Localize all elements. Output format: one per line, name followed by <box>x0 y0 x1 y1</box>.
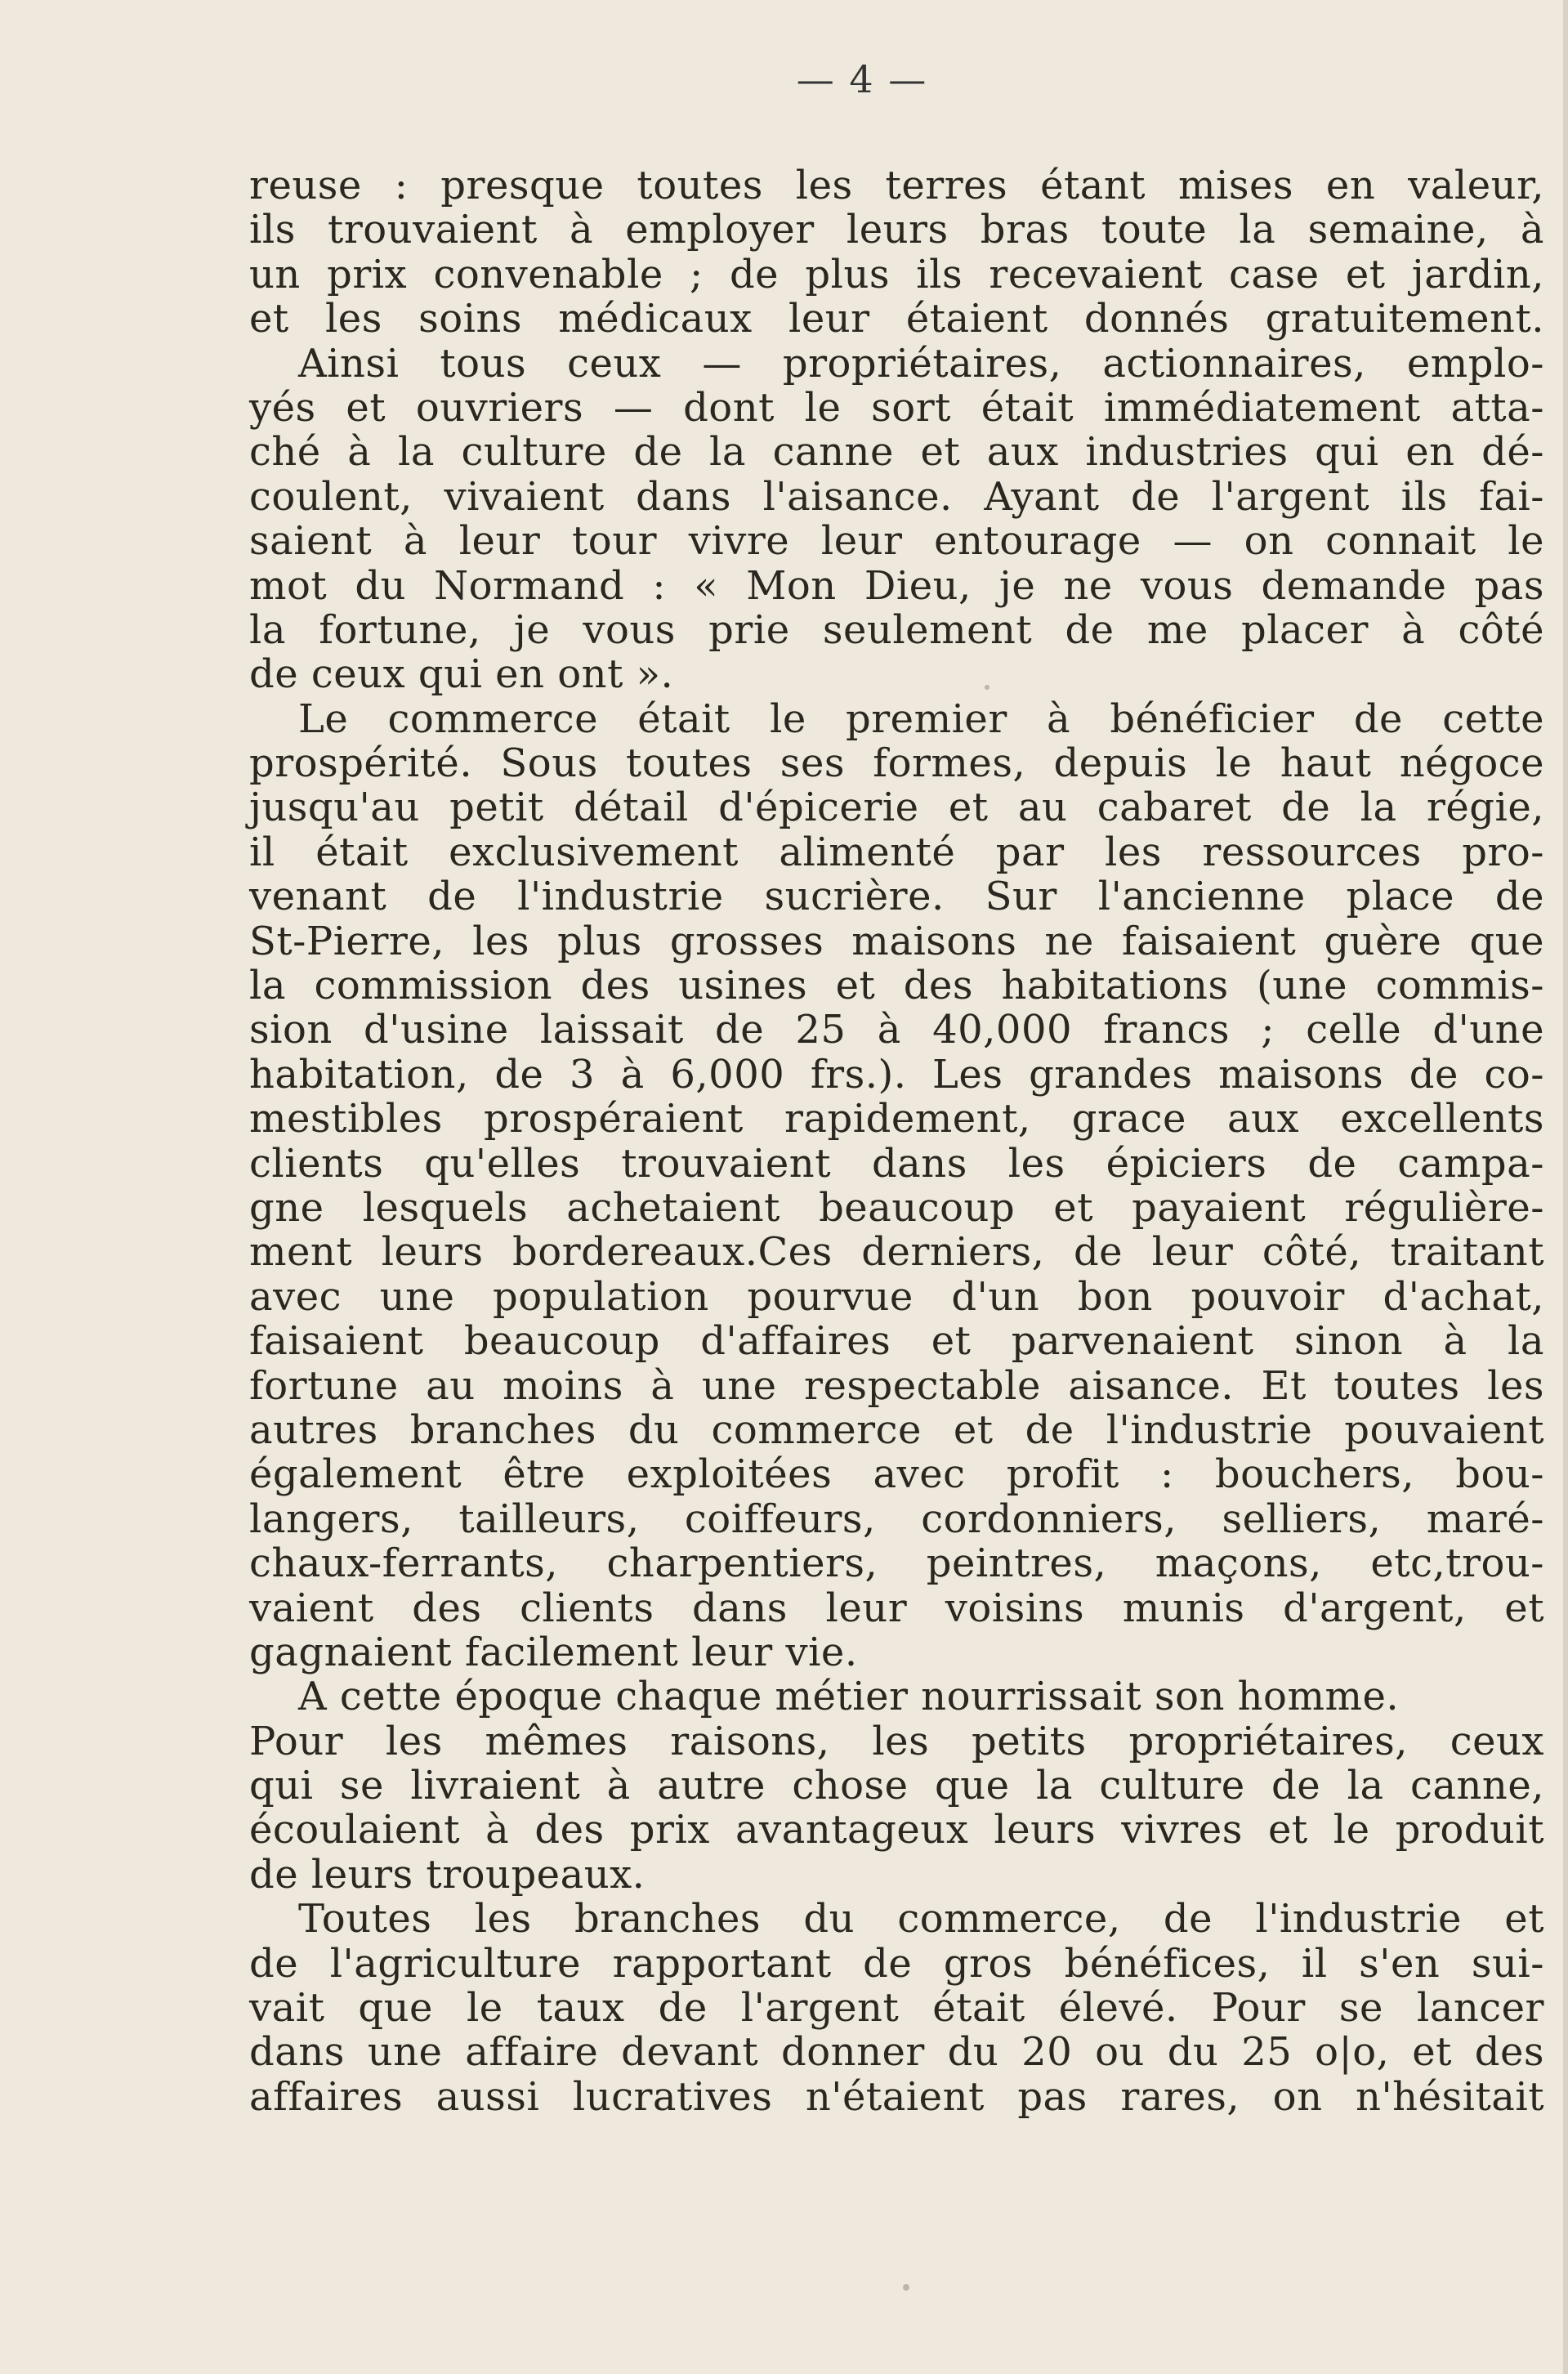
text-line: Toutes les branches du commerce, de l'industrie et <box>298 1896 1544 1943</box>
text-line: également être exploitées avec profit : bouchers, bou- <box>249 1451 1544 1498</box>
text-line: faisaient beaucoup d'affaires et parvenaient sinon à la <box>249 1318 1544 1365</box>
text-line: avec une population pourvue d'un bon pouvoir d'achat, <box>249 1273 1544 1320</box>
text-line: il était exclusivement alimenté par les ressources pro- <box>249 829 1544 875</box>
text-line: jusqu'au petit détail d'épicerie et au cabaret de la régie, <box>249 785 1544 831</box>
text-line: un prix convenable ; de plus ils recevaient case et jardin, <box>249 251 1544 297</box>
text-line: de ceux qui en ont ». <box>249 651 674 698</box>
text-line: écoulaient à des prix avantageux leurs vivres et le produit <box>249 1807 1544 1853</box>
text-line: coulent, vivaient dans l'aisance. Ayant de l'argent ils fai- <box>249 473 1544 520</box>
text-line: et les soins médicaux leur étaient donnés gratuitement. <box>249 296 1544 342</box>
paper-speck <box>985 685 989 690</box>
text-line: gagnaient facilement leur vie. <box>249 1629 858 1675</box>
text-line: St-Pierre, les plus grosses maisons ne faisaient guère que <box>249 918 1544 964</box>
text-line: affaires aussi lucratives n'étaient pas rares, on n'hésitait <box>249 2073 1544 2120</box>
text-line: ils trouvaient à employer leurs bras toute la semaine, à <box>249 207 1544 253</box>
paper-speck <box>903 2284 909 2291</box>
text-line: vaient des clients dans leur voisins munis d'argent, et <box>249 1585 1544 1631</box>
text-line: la fortune, je vous prie seulement de me placer à côté <box>249 606 1544 653</box>
text-line: langers, tailleurs, coiffeurs, cordonniers, selliers, maré- <box>249 1495 1544 1542</box>
text-line: ment leurs bordereaux.Ces derniers, de leur côté, traitant <box>249 1229 1544 1276</box>
text-line: ché à la culture de la canne et aux industries qui en dé- <box>249 429 1544 476</box>
text-line: dans une affaire devant donner du 20 ou du 25 o|o, et des <box>249 2029 1544 2076</box>
text-line: de l'agriculture rapportant de gros bénéfices, il s'en sui- <box>249 1940 1544 1987</box>
text-line: chaux-ferrants, charpentiers, peintres, maçons, etc,trou- <box>249 1540 1544 1587</box>
text-line: de leurs troupeaux. <box>249 1851 646 1898</box>
text-line: autres branches du commerce et de l'industrie pouvaient <box>249 1406 1544 1453</box>
text-line: sion d'usine laissait de 25 à 40,000 francs ; celle d'une <box>249 1007 1544 1053</box>
text-line: saient à leur tour vivre leur entourage — on connait le <box>249 518 1544 565</box>
text-line: mestibles prospéraient rapidement, grace aux excellents <box>249 1096 1544 1142</box>
text-line: prospérité. Sous toutes ses formes, depuis le haut négoce <box>249 740 1544 787</box>
text-line: Pour les mêmes raisons, les petits propriétaires, ceux <box>249 1718 1544 1764</box>
text-line: vait que le taux de l'argent était élevé. Pour se lancer <box>249 1985 1544 2032</box>
text-line: habitation, de 3 à 6,000 frs.). Les grandes maisons de co- <box>249 1051 1544 1098</box>
text-line: qui se livraient à autre chose que la culture de la canne, <box>249 1763 1544 1809</box>
text-line: mot du Normand : « Mon Dieu, je ne vous demande pas <box>249 562 1544 609</box>
text-line: clients qu'elles trouvaient dans les épiciers de campa- <box>249 1140 1544 1187</box>
text-line: yés et ouvriers — dont le sort était immédiatement atta- <box>249 384 1544 431</box>
text-line: reuse : presque toutes les terres étant mises en valeur, <box>249 163 1544 208</box>
text-line: A cette époque chaque métier nourrissait son homme. <box>298 1674 1400 1720</box>
page-number: — 4 — <box>796 57 928 101</box>
text-line: gne lesquels achetaient beaucoup et payaient régulière- <box>249 1184 1544 1231</box>
text-line: fortune au moins à une respectable aisance. Et toutes les <box>249 1362 1544 1409</box>
page-edge <box>1563 0 1568 2374</box>
body-text <box>249 163 1544 2119</box>
text-line: venant de l'industrie sucrière. Sur l'ancienne place de <box>249 874 1544 920</box>
text-line: Le commerce était le premier à bénéficier de cette <box>298 695 1544 742</box>
text-line: Ainsi tous ceux — propriétaires, actionnaires, emplo- <box>298 340 1544 387</box>
text-line: la commission des usines et des habitations (une commis- <box>249 963 1544 1009</box>
